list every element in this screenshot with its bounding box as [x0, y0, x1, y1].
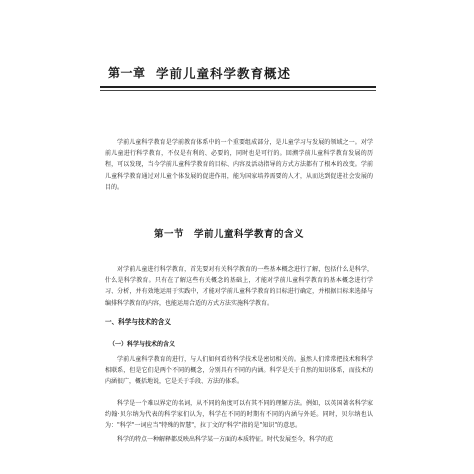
sub-subsection-title: （一）科学与技术的含义 [109, 341, 176, 348]
chapter-rule-thin [100, 90, 376, 91]
paragraph-science-definition: 科学是一个难以界定的名词，从不同的角度可以有其不同的理解方法。例如，以英国著名科学家约翰·贝尔纳为代表的科学家们认为，科学在不同的时期有不同的内涵与外延。同时，贝尔纳也认为："科学"一词应当"特殊的智慧"，拉丁文的"科学"指的是"知识"的意思。 [105, 400, 373, 430]
chapter-rule-thick [100, 86, 376, 88]
paragraph-science-technology: 学前儿童科学教育的进行，与人们如何看待科学技术是密切相关的。虽然人们常常把技术和科学相联系，但是它们是两个不同的概念，分别具有不同的内涵。科学是关于自然的知识体系，而技术的内涵很广，概括地说，它是关于手段、方法的体系。 [105, 356, 373, 386]
chapter-title: 学前儿童科学教育概述 [156, 66, 292, 81]
chapter-header [100, 62, 376, 84]
subsection-title: 一、科学与技术的含义 [105, 318, 171, 326]
section-paragraph: 对学前儿童进行科学教育，首先要对有关科学教育的一些基本概念进行了解，包括什么是科学，什么是科学教育。只有在了解这些有关概念的基础上，才能对学前儿童科学教育的基本概念进行学习、分析，并有效地运用于实践中，才能对学前儿童科学教育的目标进行确定，并根据目标来选择与编排科学教育的内容，也能运用合适的方式方法实施科学教育。 [105, 266, 373, 307]
chapter-number: 第一章 [108, 66, 146, 80]
intro-paragraph: 学前儿童科学教育是学前教育体系中的一个重要组成部分，是儿童学习与发展的领域之一。对学前儿童进行科学教育，不仅是有利的、必要的，同时也是可行的。回溯学前儿童科学教育发展的历程，可以发现，当今学前儿童科学教育的目标、内容及活动指导的方式方法都有了根本的改变。学前儿童科学教育通过对儿童个体发展的促进作用，能为国家培养需要的人才，从而达到促进社会发展的目的。 [105, 139, 373, 191]
section-title: 第一节 学前儿童科学教育的含义 [154, 229, 305, 240]
paragraph-science-features: 科学的特点一种解释都反映出科学某一方面的本质特征。时代发展至今，科学的范 [117, 436, 334, 443]
